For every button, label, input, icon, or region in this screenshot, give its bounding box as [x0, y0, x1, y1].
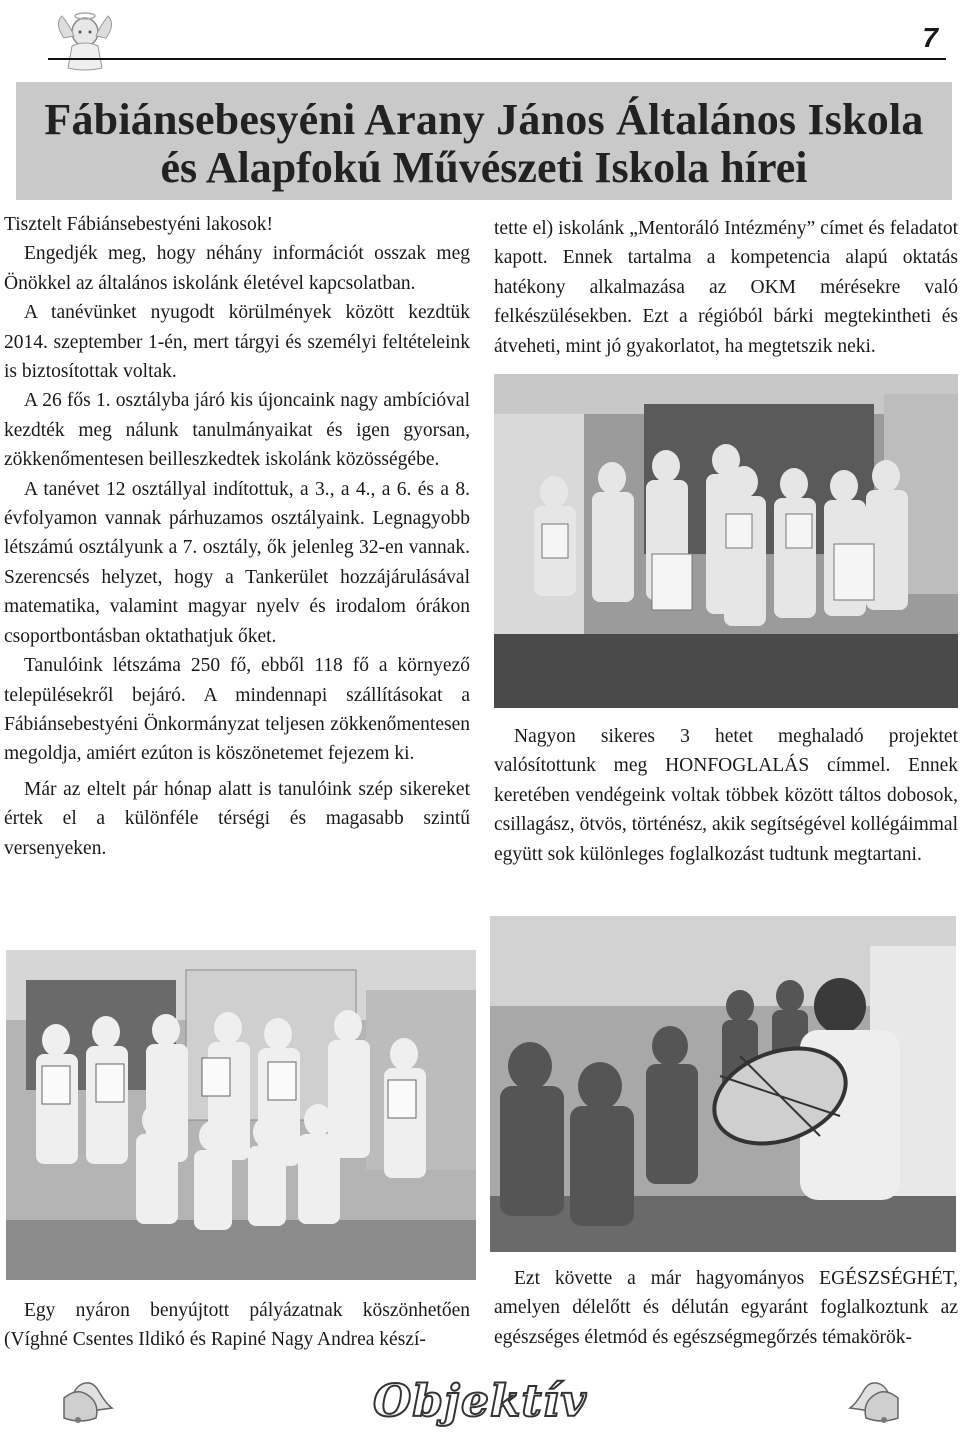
paragraph: Tisztelt Fábiánsebestyéni lakosok!	[4, 214, 274, 235]
paragraph: A 26 fős 1. osztályba járó kis újoncaink nagy ambícióval kezdték meg nálunk tanulmányaikat és igen gyorsan, zökkenőmentesen beilleszkedtek iskolánk közösségébe.	[4, 390, 470, 471]
paragraph: Egy nyáron benyújtott pályázatnak köszönhetően (Víghné Csentes Ildikó és Rapiné Nagy Andrea készí-	[4, 1300, 470, 1351]
paragraph: Tanulóink létszáma 250 fő, ebből 118 fő a környező településekről bejáró. A mindennapi szállításokat a Fábiánsebestyéni Önkormányzat teljesen zökkenőmentesen megoldja, amiért ezúton is köszönetemet fejezem ki.	[4, 655, 470, 765]
bell-icon	[836, 1368, 906, 1430]
group-photo	[6, 950, 476, 1280]
footer-logo: Objektív	[372, 1376, 588, 1427]
paragraph: tette el) iskolánk „Mentoráló Intézmény” címet és feladatot kapott. Ennek tartalma a kompetencia alapú oktatás hatékony alkalmazása az OKM mérésekre való felkészülésekben. Ezt a régióból bárki megtekintheti és átveheti, mint jó gyakorlatot, ha megtetszik neki.	[494, 218, 958, 357]
left-column-bottom	[4, 1296, 470, 1355]
left-column	[4, 210, 470, 863]
paragraph: Nagyon sikeres 3 hetet meghaladó projektet valósítottunk meg HONFOGLALÁS címmel. Ennek keretében vendégeink voltak többek között táltos dobosok, csillagász, ötvös, történész, akik segítségével kollégáimmal együtt sok különleges foglalkozást tudtunk megtartani.	[494, 726, 958, 865]
paragraph: Engedjék meg, hogy néhány információt osszak meg Önökkel az általános iskolánk életével kapcsolatban.	[4, 243, 470, 294]
paragraph: Ezt követte a már hagyományos EGÉSZSÉGHÉT, amelyen délelőtt és délután egyaránt foglalkoztunk az egészséges életmód és egészségmegőrzés témakörök-	[494, 1268, 958, 1348]
title-line-1: Fábiánsebesyéni Arany János Általános Iskola	[44, 95, 924, 144]
page-number: 7	[922, 22, 938, 53]
students-certificates-photo	[494, 374, 958, 708]
title-line-2: és Alapfokú Művészeti Iskola hírei	[160, 143, 808, 192]
right-column-middle	[494, 722, 958, 869]
article-title	[16, 82, 952, 200]
paragraph: Már az eltelt pár hónap alatt is tanulóink szép sikereket értek el a különféle térségi és magasabb szintű versenyeken.	[4, 778, 470, 859]
header-rule	[48, 58, 946, 60]
right-column-bottom	[494, 1264, 958, 1352]
bell-icon	[56, 1368, 126, 1430]
paragraph: A tanévet 12 osztállyal indítottuk, a 3., a 4., a 6. és a 8. évfolyamon vannak párhuzamos osztályaink. Legnagyobb létszámú osztályunk a 7. osztály, ők jelenleg 32-en vannak. Szerencsés helyzet, hogy a Tankerület hozzájárulásával matematika, valamint magyar nyelv és irodalom órákon csoportbontásban oktathatjuk őket.	[4, 478, 470, 647]
right-column-top	[494, 214, 958, 361]
drummer-children-photo	[490, 916, 956, 1252]
paragraph: A tanévünket nyugodt körülmények között kezdtük 2014. szeptember 1-én, mert tárgyi és személyi feltételeink is biztosítottak voltak.	[4, 302, 470, 383]
angel-icon	[50, 2, 120, 72]
